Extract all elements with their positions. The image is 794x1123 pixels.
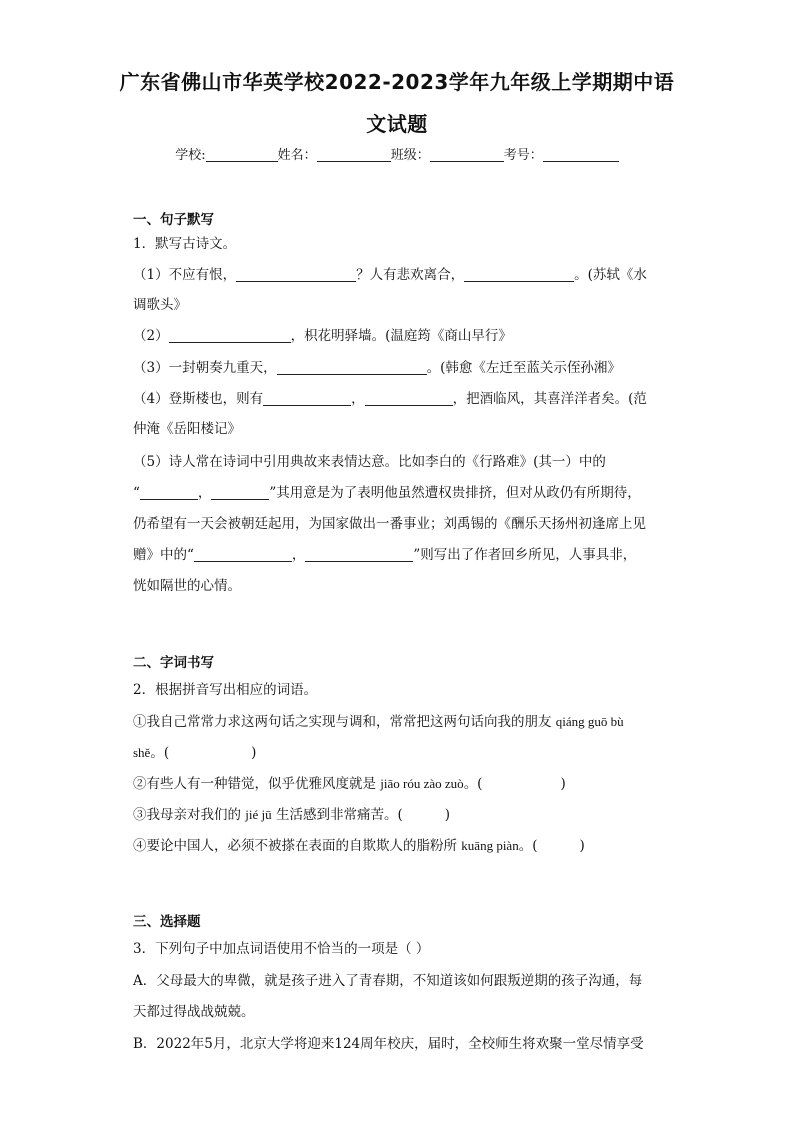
q2-end: ，枳花明驿墙。(温庭筠《商山早行》 [290, 328, 512, 344]
item1-pinyin: qiáng guō bù [555, 714, 624, 729]
q4b-text: 仲淹《岳阳楼记》 [133, 421, 241, 437]
item2-text: ②有些人有一种错觉，似乎优雅风度就是 [133, 776, 376, 792]
q3-blank[interactable] [277, 360, 427, 375]
q5b-comma: ， [197, 485, 212, 501]
q5d-end: ”则写出了作者回乡所见，人事具非， [413, 547, 637, 563]
pinyin-item-4 [133, 836, 585, 856]
school-label: 学校: [175, 148, 206, 163]
q5d-start: 赠》中的“ [133, 547, 194, 563]
item3-close: ) [444, 807, 451, 823]
q5d-blank1[interactable] [194, 547, 292, 562]
pinyin-item-1-cont [133, 743, 256, 763]
item1b-pinyin: shě [133, 745, 151, 760]
class-label: 班级： [390, 148, 430, 163]
q5-line4 [133, 545, 636, 565]
pinyin-item-3 [133, 805, 450, 825]
item4-text: ④要论中国人，必须不被搽在表面的自欺欺人的脂粉所 [133, 838, 457, 854]
section1-heading: 一、句子默写 [133, 212, 214, 228]
section2-heading: 二、字词书写 [133, 655, 214, 671]
q2-line [133, 326, 512, 346]
q5-line2 [133, 483, 641, 503]
item3-pinyin: jié jū [245, 807, 272, 822]
item4-rest: 。( [518, 838, 538, 854]
exam-title-line2: 文试题 [366, 112, 428, 136]
q1a-blank2[interactable] [464, 267, 574, 282]
q1b-text: 调歌头》 [133, 297, 187, 313]
q3-end: 。(韩愈《左迁至蓝关示侄孙湘》 [426, 360, 621, 376]
item1-text: ①我自己常常力求这两句话之实现与调和，常常把这两句话向我的朋友 [133, 714, 552, 730]
q2-start: （2） [133, 328, 169, 344]
q1a-end: 。(苏轼《水 [574, 267, 647, 283]
q5-line5: 恍如隔世的心情。 [133, 578, 241, 594]
item3-text: ③我母亲对我们的 [133, 807, 241, 823]
item2-rest: 。( [463, 776, 483, 792]
q3-start: （3）一封朝奏九重天， [133, 360, 277, 376]
option-a-line2: 天都过得战战兢兢。 [133, 1004, 255, 1020]
school-blank[interactable] [206, 147, 278, 162]
item4-close: ) [579, 838, 585, 854]
q5d-blank2[interactable] [305, 547, 413, 562]
q1-intro: 1．默写古诗文。 [133, 236, 237, 252]
pinyin-item-2 [133, 774, 566, 794]
q1a-mid: ？人有悲欢离合， [356, 267, 465, 283]
student-info-row [0, 144, 794, 163]
q1-line1 [133, 265, 647, 285]
exam-no-label: 考号： [503, 148, 543, 163]
q3-stem: 3．下列句子中加点词语使用不恰当的一项是（ ） [133, 941, 430, 957]
item2-close: ) [560, 776, 566, 792]
class-blank[interactable] [430, 147, 504, 162]
q4-line [133, 389, 647, 409]
q5-line1: （5）诗人常在诗词中引用典故来表情达意。比如李白的《行路难》(其一）中的 [133, 454, 606, 470]
q4-blank1[interactable] [263, 391, 351, 406]
item3-rest: 生活感到非常痛苦。( [275, 807, 403, 823]
section3-heading: 三、选择题 [133, 914, 201, 930]
option-a-line1[interactable]: A．父母最大的卑微，就是孩子进入了青春期，不知道该如何跟叛逆期的孩子沟通，每 [133, 973, 643, 989]
q2-blank[interactable] [169, 328, 291, 343]
exam-title-line1: 广东省佛山市华英学校2022-2023学年九年级上学期期中语 [119, 70, 675, 94]
item1-close: ) [251, 745, 257, 761]
name-blank[interactable] [317, 147, 391, 162]
item2-pinyin: jiāo róu zào zuò [380, 776, 464, 791]
q5d-comma: ， [291, 547, 306, 563]
pinyin-item-1 [133, 712, 624, 732]
q5b-open-quote: “ [133, 485, 140, 501]
item4-pinyin: kuāng piàn [461, 838, 519, 853]
q4-end: ，把酒临风，其喜洋洋者矣。(范 [452, 391, 647, 407]
q5b-blank2[interactable] [211, 485, 269, 500]
q1a-blank1[interactable] [236, 267, 356, 282]
q1a-start: （1）不应有恨， [133, 267, 237, 283]
item1b-rest: 。( [150, 745, 170, 761]
q3-line [133, 358, 621, 378]
name-label: 姓名： [277, 148, 317, 163]
q5b-rest: ”其用意是为了表明他虽然遭权贵排挤，但对从政仍有所期待， [269, 485, 641, 501]
q4-blank2[interactable] [365, 391, 453, 406]
q5b-blank1[interactable] [140, 485, 198, 500]
q5-line3: 仍希望有一天会被朝廷起用，为国家做出一番事业；刘禹锡的《酬乐天扬州初逢席上见 [133, 516, 646, 532]
option-b-line1[interactable]: B．2022年5月，北京大学将迎来124周年校庆，届时，全校师生将欢聚一堂尽情享受 [133, 1036, 644, 1052]
exam-no-blank[interactable] [543, 147, 619, 162]
q2-intro: 2．根据拼音写出相应的词语。 [133, 682, 318, 698]
q4-start: （4）登斯楼也，则有 [133, 391, 264, 407]
q4-mid: ， [351, 391, 365, 407]
